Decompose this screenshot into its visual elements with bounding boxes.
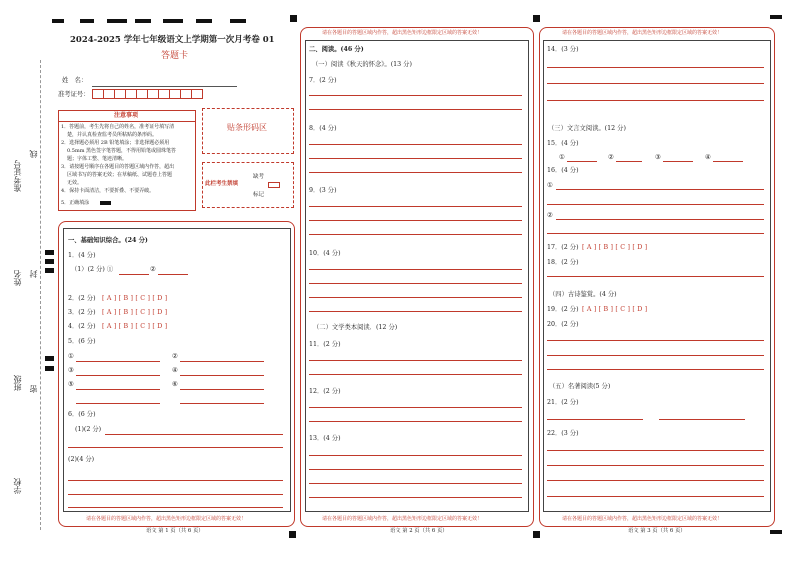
answer-line[interactable] <box>713 161 743 162</box>
q9-label: 9．(3 分) <box>309 187 337 194</box>
q17-options[interactable]: [ A ] [ B ] [ C ] [ D ] <box>582 244 648 251</box>
q5-label: 5．(6 分) <box>68 338 96 345</box>
name-field[interactable] <box>92 86 237 87</box>
subsection-1: （一）阅读《秋天的怀念》。(13 分) <box>312 61 412 68</box>
answer-line[interactable] <box>309 311 522 312</box>
answer-line[interactable] <box>105 434 283 435</box>
q6-2-label: (2)(4 分) <box>68 456 95 463</box>
q4-options[interactable]: [ A ] [ B ] [ C ] [ D ] <box>102 323 168 330</box>
q15-mark: ④ <box>705 154 711 161</box>
q1-1b-label: ② <box>150 266 156 273</box>
note-line: 3．请按题号顺序在各题目的答题区域内作答，超出 <box>61 164 175 170</box>
answer-line[interactable] <box>68 494 283 495</box>
q14-label: 14．(3 分) <box>547 46 579 53</box>
col2-footer: 语文 第 2 页（共 6 页） <box>390 528 448 534</box>
note-line: 楚，并认真检查监考员所粘贴的条形码。 <box>67 132 158 138</box>
note-line: 区域书写的答案无效；在草稿纸、试题卷上答题 <box>67 172 173 178</box>
absent-k2: 标记 <box>253 192 265 198</box>
answer-line[interactable] <box>547 276 764 277</box>
q5-mark: ④ <box>172 367 178 374</box>
answer-line[interactable] <box>309 95 522 96</box>
subsection-3: （三）文言文阅读。(12 分) <box>548 125 626 132</box>
q18-label: 18．(2 分) <box>547 259 579 266</box>
binding-label-exam-no: 准考证号 <box>13 160 22 192</box>
registration-mark <box>770 15 782 19</box>
registration-mark <box>45 366 54 371</box>
answer-line[interactable] <box>309 158 522 159</box>
answer-line[interactable] <box>547 465 764 466</box>
col2-warning-bottom: 请在各题目的答题区域内作答，超出黑色矩形边框限定区域的答案无效！ <box>322 516 483 522</box>
q10-label: 10．(4 分) <box>309 250 341 257</box>
answer-line[interactable] <box>309 360 522 361</box>
answer-line[interactable] <box>180 361 264 362</box>
answer-line[interactable] <box>309 407 522 408</box>
answer-line[interactable] <box>309 483 522 484</box>
registration-mark <box>80 19 94 23</box>
q16-mark: ① <box>547 182 553 189</box>
answer-line[interactable] <box>547 419 643 420</box>
answer-line[interactable] <box>663 161 693 162</box>
col1-warning: 请在各题目的答题区域内作答，超出黑色矩形边框限定区域的答案无效！ <box>86 516 247 522</box>
q1-label: 1．(4 分) <box>68 252 96 259</box>
answer-line[interactable] <box>68 447 283 448</box>
answer-line[interactable] <box>309 206 522 207</box>
answer-line[interactable] <box>76 361 160 362</box>
q6-label: 6．(6 分) <box>68 411 96 418</box>
exam-no-label: 准考证号： <box>58 91 90 98</box>
answer-line[interactable] <box>309 283 522 284</box>
q3-options[interactable]: [ A ] [ B ] [ C ] [ D ] <box>102 309 168 316</box>
registration-mark <box>107 19 127 23</box>
answer-line[interactable] <box>180 375 264 376</box>
subsection-4: （四）古诗鉴赏。(4 分) <box>549 291 617 298</box>
answer-line[interactable] <box>547 233 764 234</box>
answer-line[interactable] <box>659 419 745 420</box>
binding-label-line: 线 <box>29 150 38 158</box>
q12-label: 12．(2 分) <box>309 388 341 395</box>
absent-label: 此栏考生禁填 <box>205 181 239 187</box>
q13-label: 13．(4 分) <box>309 435 341 442</box>
answer-line[interactable] <box>309 455 522 456</box>
answer-line[interactable] <box>547 67 764 68</box>
answer-line[interactable] <box>547 480 764 481</box>
q2-options[interactable]: [ A ] [ B ] [ C ] [ D ] <box>102 295 168 302</box>
col2-warning-top: 请在各题目的答题区域内作答，超出黑色矩形边框限定区域的答案无效！ <box>322 30 483 36</box>
q1-1-label: （1）(2 分) ① <box>71 266 114 273</box>
filled-bubble-sample <box>100 201 111 205</box>
q16-label: 16．(4 分) <box>547 167 579 174</box>
q4-label: 4．(2 分) <box>68 323 96 330</box>
q5-mark: ⑥ <box>172 381 178 388</box>
q11-label: 11．(2 分) <box>309 341 341 348</box>
answer-line[interactable] <box>309 220 522 221</box>
answer-line[interactable] <box>309 269 522 270</box>
answer-line[interactable] <box>76 389 160 390</box>
q7-label: 7．(2 分) <box>309 77 337 84</box>
note-line: 2．选择题必须用 2B 铅笔填涂；非选择题必须用 <box>61 140 170 146</box>
notes-heading: 注意事项 <box>114 112 139 119</box>
section-2-title: 二、阅读。(46 分) <box>309 46 364 53</box>
registration-mark <box>196 19 212 23</box>
col3-warning-top: 请在各题目的答题区域内作答，超出黑色矩形边框限定区域的答案无效！ <box>562 30 723 36</box>
answer-line[interactable] <box>547 369 764 370</box>
registration-mark <box>770 530 782 534</box>
q5-mark: ⑤ <box>68 381 74 388</box>
answer-line[interactable] <box>180 389 264 390</box>
subsection-5: （五）名著阅读(5 分) <box>549 383 611 390</box>
q15-label: 15．(4 分) <box>547 140 579 147</box>
q15-mark: ③ <box>655 154 661 161</box>
registration-mark <box>45 259 54 264</box>
q8-label: 8．(4 分) <box>309 125 337 132</box>
subsection-2: （二）文学类本阅读．(12 分) <box>313 324 398 331</box>
notes-heading-rule <box>58 121 196 122</box>
note-line: 无效。 <box>67 180 83 186</box>
registration-mark <box>533 15 540 22</box>
answer-line[interactable] <box>158 274 188 275</box>
binding-dashed-line <box>40 60 41 530</box>
answer-line[interactable] <box>547 496 764 497</box>
q22-label: 22．(3 分) <box>547 430 579 437</box>
absent-checkbox[interactable] <box>268 182 280 188</box>
q21-label: 21．(2 分) <box>547 399 579 406</box>
q6-1-label: (1)(2 分) <box>75 426 102 433</box>
answer-line[interactable] <box>309 172 522 173</box>
note-line: 4．保持卡面清洁，不要折叠、不要弄破。 <box>61 188 155 194</box>
registration-mark <box>290 15 297 22</box>
answer-line[interactable] <box>547 83 764 84</box>
registration-mark <box>289 531 296 538</box>
registration-mark <box>230 19 246 23</box>
q17-label: 17．(2 分) <box>547 244 579 251</box>
answer-line[interactable] <box>547 204 764 205</box>
answer-line[interactable] <box>567 161 597 162</box>
col1-footer: 语文 第 1 页（共 6 页） <box>146 528 204 534</box>
answer-line[interactable] <box>309 297 522 298</box>
binding-label-seal: 封 <box>29 270 38 278</box>
registration-mark <box>45 250 54 255</box>
binding-label-name: 姓名 <box>13 270 22 286</box>
answer-line[interactable] <box>547 355 764 356</box>
answer-line[interactable] <box>556 189 764 190</box>
answer-line[interactable] <box>309 109 522 110</box>
answer-line[interactable] <box>547 100 764 101</box>
binding-label-secret: 密 <box>29 385 38 393</box>
q20-label: 20．(2 分) <box>547 321 579 328</box>
q16-mark: ② <box>547 212 553 219</box>
answer-line[interactable] <box>68 507 283 508</box>
answer-line[interactable] <box>309 144 522 145</box>
q15-mark: ② <box>608 154 614 161</box>
answer-line[interactable] <box>547 340 764 341</box>
q5-mark: ③ <box>68 367 74 374</box>
absent-k1: 缺考 <box>253 174 265 180</box>
section-1-title: 一、基础知识综合。(24 分) <box>68 237 148 244</box>
q19-label: 19．(2 分) <box>547 306 579 313</box>
binding-label-school: 学校 <box>13 478 22 494</box>
registration-mark <box>135 19 151 23</box>
answer-line[interactable] <box>119 274 149 275</box>
col3-footer: 语文 第 3 页（共 6 页） <box>628 528 686 534</box>
binding-label-class: 班级 <box>13 375 22 391</box>
answer-line[interactable] <box>309 374 522 375</box>
name-label: 姓 名： <box>62 77 88 84</box>
answer-line[interactable] <box>547 450 764 451</box>
answer-line[interactable] <box>556 219 764 220</box>
q3-label: 3．(2 分) <box>68 309 96 316</box>
q5-mark: ② <box>172 353 178 360</box>
note-line: 5．正确填涂 <box>61 200 90 206</box>
q5-mark: ① <box>68 353 74 360</box>
exam-no-cells[interactable] <box>92 89 202 99</box>
answer-line[interactable] <box>309 497 522 498</box>
col3-warning-bottom: 请在各题目的答题区域内作答，超出黑色矩形边框限定区域的答案无效！ <box>562 516 723 522</box>
note-line: 1．答题前，考生先将自己的姓名，准考证号填写清 <box>61 124 175 130</box>
answer-line[interactable] <box>309 421 522 422</box>
answer-line[interactable] <box>309 234 522 235</box>
barcode-label: 贴条形码区 <box>227 123 267 132</box>
answer-line[interactable] <box>309 469 522 470</box>
registration-mark <box>52 19 64 23</box>
registration-mark <box>45 268 54 273</box>
answer-line[interactable] <box>76 403 160 404</box>
q19-options[interactable]: [ A ] [ B ] [ C ] [ D ] <box>582 306 648 313</box>
answer-line[interactable] <box>68 480 283 481</box>
note-line: 题；字体工整、笔迹清晰。 <box>67 156 128 162</box>
registration-mark <box>163 19 183 23</box>
note-line: 0.5mm 黑色签字笔答题，不得用铅笔或圆珠笔答 <box>67 148 177 154</box>
registration-mark <box>45 356 54 361</box>
q15-mark: ① <box>559 154 565 161</box>
registration-mark <box>533 531 540 538</box>
answer-line[interactable] <box>616 161 642 162</box>
answer-line[interactable] <box>76 375 160 376</box>
page-subtitle: 答题卡 <box>161 51 189 61</box>
q2-label: 2．(2 分) <box>68 295 96 302</box>
answer-line[interactable] <box>180 403 264 404</box>
page-title: 2024-2025 学年七年级语文上学期第一次月考卷 01 <box>70 35 275 45</box>
